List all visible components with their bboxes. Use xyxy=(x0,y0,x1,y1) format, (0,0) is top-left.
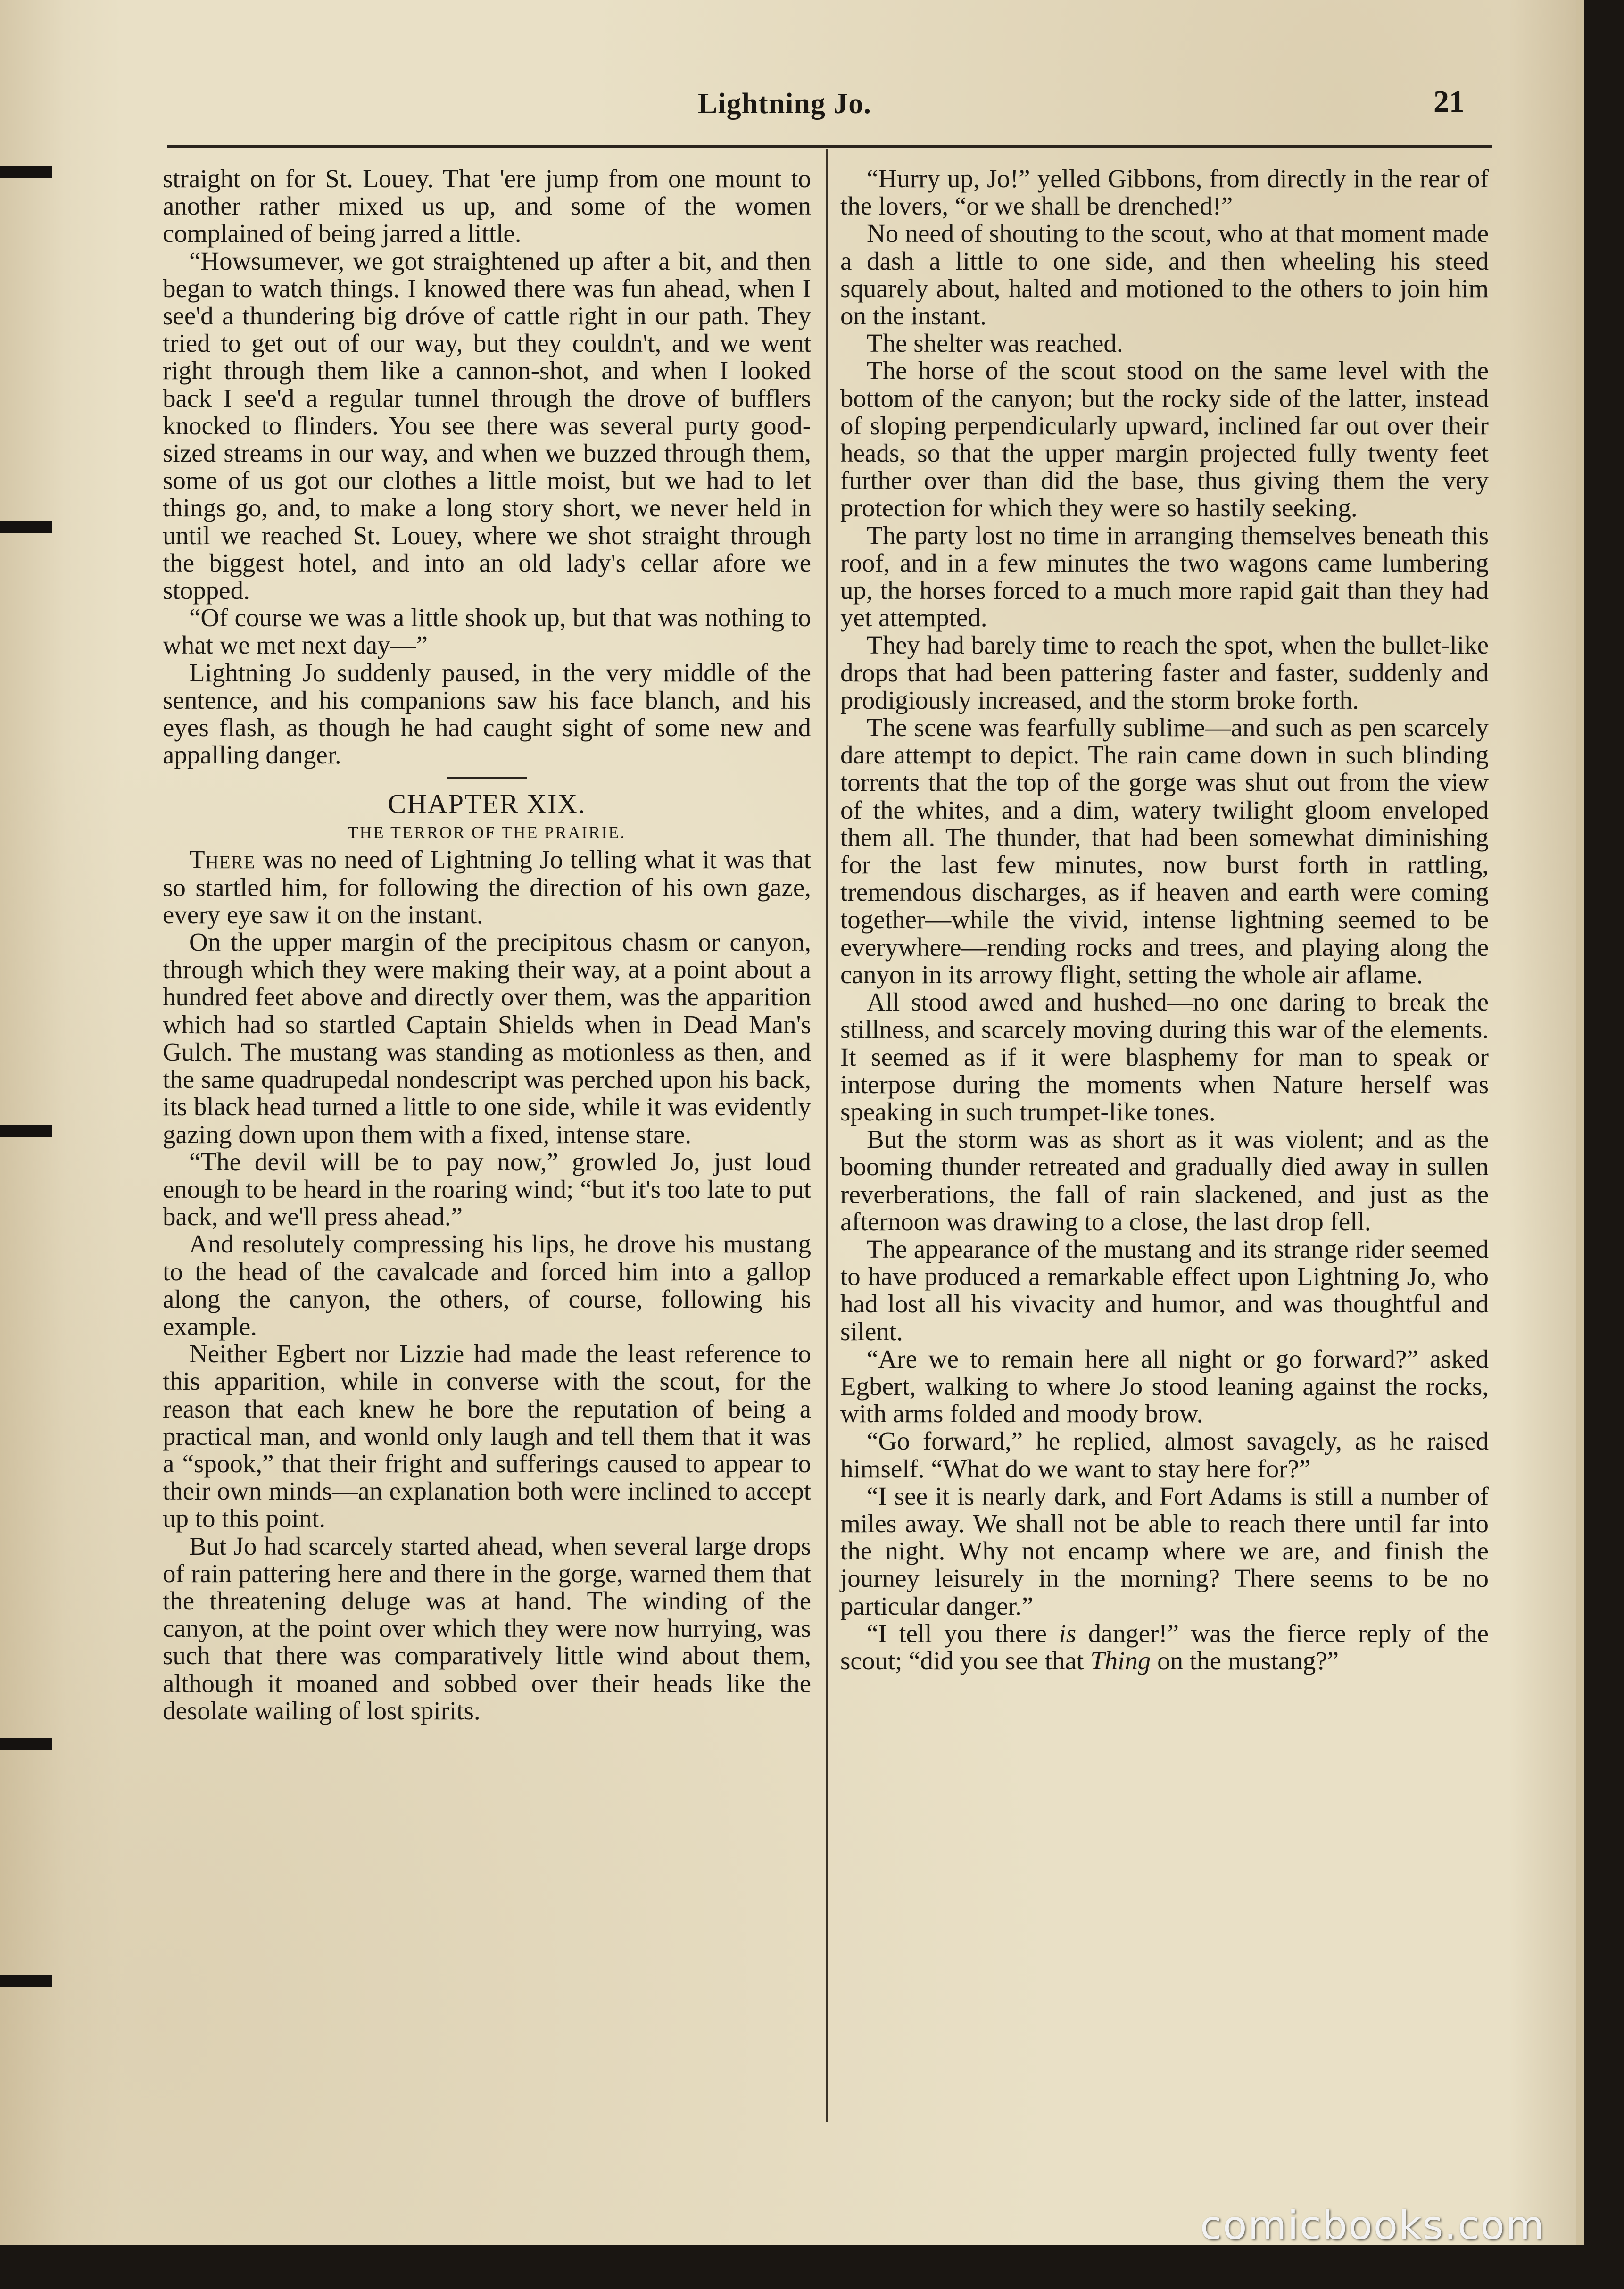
running-head: Lightning Jo. xyxy=(698,88,871,120)
paragraph: All stood awed and hushed—no one daring to break the stillness, and scarcely moving during this war of the elements. It seemed as if it were blasphemy for man to speak or interpose during the moments when Nature herself was speaking in such trumpet-like tones. xyxy=(840,987,1489,1126)
section-rule xyxy=(447,777,527,779)
paragraph: The horse of the scout stood on the same level with the bottom of the canyon; but the rocky side of the latter, instead of sloping perpendicularly upward, inclined far out over their heads, so that the upper margin projected fully twenty feet further over than did the base, thus giving them the very protection for which they were so hastily seeking. xyxy=(840,356,1489,522)
left-column xyxy=(163,165,811,1725)
paragraph: But the storm was as short as it was violent; and as the booming thunder retreated and gradually died away in sullen reverberations, the fall of rain slackened, and just as the afternoon was drawing to a close, the last drop fell. xyxy=(840,1125,1489,1236)
paragraph: The appearance of the mustang and its strange rider seemed to have produced a remarkable effect upon Lightning Jo, who had lost all his vivacity and humor, and was thoughtful and silent. xyxy=(840,1234,1489,1346)
column-divider xyxy=(826,149,828,2122)
chapter-subtitle: THE TERROR OF THE PRAIRIE. xyxy=(348,823,626,842)
paragraph: “The devil will be to pay now,” growled Jo, just loud enough to be heard in the roaring wind; “but it's too late to put back, and we'll press ahead.” xyxy=(163,1147,811,1231)
paragraph: “I see it is nearly dark, and Fort Adams is still a number of miles away. We shall not be able to reach there until far into the night. Why not encamp where we are, and finish the journey leisurely in the morning? There seems to be no particular danger.” xyxy=(840,1481,1489,1620)
paragraph-text: “I tell you there xyxy=(867,1618,1059,1648)
right-column xyxy=(840,165,1489,1675)
paragraph: But Jo had scarcely started ahead, when several large drops of rain pattering here and there in the gorge, warned them that the threatening deluge was at hand. The winding of the canyon, at the point over which they were now hurrying, was such that there was comparatively little wind about them, although it moaned and sobbed over their heads like the desolate wailing of lost spirits. xyxy=(163,1531,811,1725)
paragraph xyxy=(840,1620,1489,1675)
paragraph: straight on for St. Louey. That 'ere jump from one mount to another rather mixed us up, and some of the women complained of being jarred a little. xyxy=(163,164,811,248)
binding-stitch xyxy=(0,1125,52,1137)
paragraph: “Hurry up, Jo!” yelled Gibbons, from directly in the rear of the lovers, “or we shall be drenched!” xyxy=(840,164,1489,221)
paragraph-text: danger!” was the fierce reply of the scout; “did you see that xyxy=(840,1618,1489,1675)
paragraph: “Go forward,” he replied, almost savagely, as he raised himself. “What do we want to stay here for?” xyxy=(840,1426,1489,1483)
binding-stitch xyxy=(0,166,52,178)
binding-stitch xyxy=(0,521,52,533)
emphasis: Thing xyxy=(1090,1646,1151,1675)
paragraph: The shelter was reached. xyxy=(867,329,1123,358)
paragraph xyxy=(163,846,811,929)
paragraph: Neither Egbert nor Lizzie had made the least reference to this apparition, while in converse with the scout, for the reason that each knew he bore the reputation of being a practical man, and wonld only laugh and tell them that it was a “spook,” that their fright and sufferings caused to appear to their own minds—an explanation both were inclined to accept up to this point. xyxy=(163,1339,811,1533)
chapter-title: CHAPTER XIX. xyxy=(388,788,586,820)
paragraph: “Of course we was a little shook up, but that was nothing to what we met next day—” xyxy=(163,603,811,660)
lead-word: There xyxy=(189,845,256,874)
paragraph: And resolutely compressing his lips, he drove his mustang to the head of the cavalcade and forced him into a gallop along the canyon, the others, of course, following his example. xyxy=(163,1229,811,1341)
paragraph: “Howsumever, we got straightened up after a bit, and then began to watch things. I knowed there was fun ahead, when I see'd a thundering big dróve of cattle right in our path. They tried to get out of our way, but they couldn't, and we went right through them like a cannon-shot, and when I looked back I see'd a regular tunnel through the drove of bufflers knocked to flinders. You see there was several purty good-sized streams in our way, and when we buzzed through them, some of us got our clothes a little moist, but we had to let things go, and, to make a long story short, we never held in until we reached St. Louey, where we shot straight through the biggest hotel, and into an old lady's cellar afore we stopped. xyxy=(163,246,811,605)
paragraph: Lightning Jo suddenly paused, in the very middle of the sentence, and his companions saw his face blanch, and his eyes flash, as though he had caught sight of some new and appalling danger. xyxy=(163,658,811,770)
paragraph-text: on the mustang?” xyxy=(1151,1646,1339,1675)
paragraph: The scene was fearfully sublime—and such as pen scarcely dare attempt to depict. The rain came down in such blinding torrents that the top of the gorge was shut out from the view of the whites, and a dim, watery twilight gloom enveloped them all. The thunder, that had been somewhat diminishing for the last few minutes, now burst forth in rattling, tremendous discharges, as if heaven and earth were coming together—while the vivid, intense lightning seemed to be everywhere—rending rocks and trees, and playing along the canyon in its arrowy flight, setting the whole air aflame. xyxy=(840,713,1489,989)
paragraph-text: was no need of Lightning Jo telling what it was that so startled him, for following the direction of his own gaze, every eye saw it on the instant. xyxy=(163,845,811,929)
paragraph: The party lost no time in arranging themselves beneath this roof, and in a few minutes the two wagons came lumbering up, the horses forced to a much more rapid gait than they had yet attempted. xyxy=(840,521,1489,632)
paragraph: They had barely time to reach the spot, when the bullet-like drops that had been pattering faster and faster, suddenly and prodigiously increased, and the storm broke forth. xyxy=(840,630,1489,714)
paragraph: On the upper margin of the precipitous chasm or canyon, through which they were making their way, at a point about a hundred feet above and directly over them, was the apparition which had so startled Captain Shields when in Dead Man's Gulch. The mustang was standing as motionless as then, and the same quadrupedal nondescript was perched upon his back, its black head turned a little to one side, while it was evidently gazing down upon them with a fixed, intense stare. xyxy=(163,928,811,1149)
site-watermark: comicbooks.com xyxy=(1200,2202,1545,2248)
binding-stitch xyxy=(0,1975,52,1987)
binding-stitch xyxy=(0,1738,52,1750)
emphasis: is xyxy=(1059,1618,1077,1648)
paragraph: No need of shouting to the scout, who at that moment made a dash a little to one side, and then wheeling his steed squarely about, halted and motioned to the others to join him on the instant. xyxy=(840,219,1489,331)
page-number: 21 xyxy=(1433,84,1465,119)
paragraph: “Are we to remain here all night or go forward?” asked Egbert, walking to where Jo stood leaning against the rocks, with arms folded and moody brow. xyxy=(840,1344,1489,1428)
header-rule xyxy=(167,145,1492,148)
